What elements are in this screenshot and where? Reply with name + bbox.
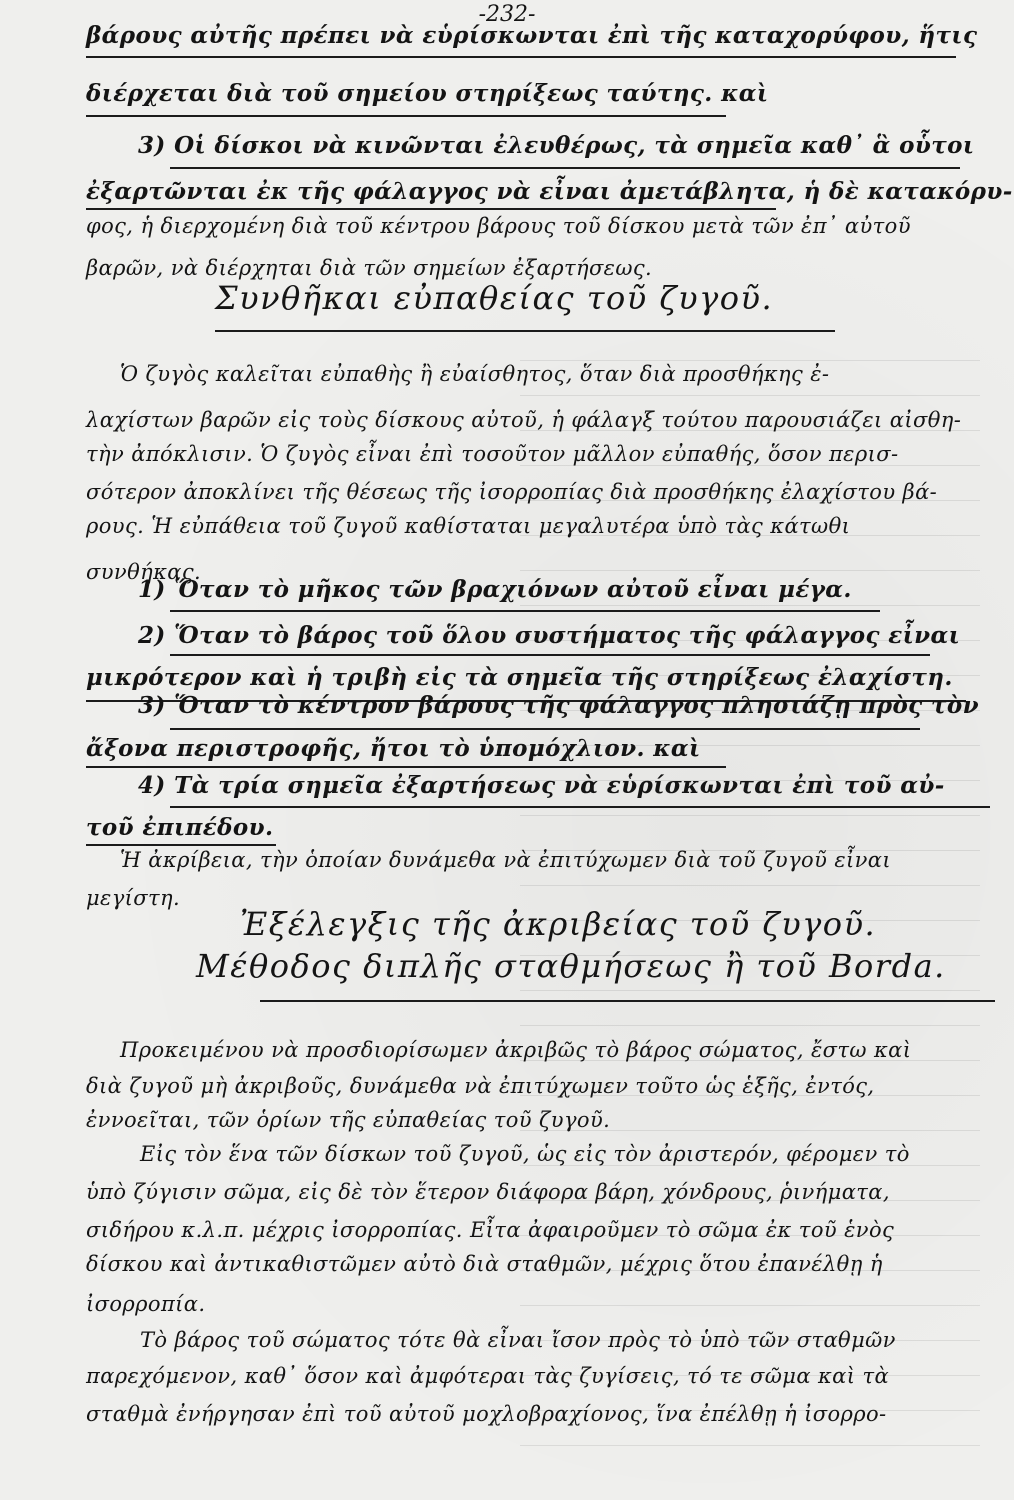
text-line: Τὸ βάρος τοῦ σώματος τότε θὰ εἶναι ἴσον πρὸς τὸ ὑπὸ τῶν σταθμῶν — [140, 1328, 896, 1352]
heading-underline — [215, 330, 835, 332]
text-line: Εἰς τὸν ἕνα τῶν δίσκων τοῦ ζυγοῦ, ὡς εἰς τὸν ἀριστερόν, φέρομεν τὸ — [140, 1142, 910, 1166]
text-line: ἄξονα περιστροφῆς, ἤτοι τὸ ὑπομόχλιον. καὶ — [86, 735, 701, 762]
text-line: λαχίστων βαρῶν εἰς τοὺς δίσκους αὐτοῦ, ἡ φάλαγξ τούτου παρουσιάζει αἰσθη- — [86, 408, 962, 432]
page-number: -232- — [478, 2, 536, 27]
underline-rule — [170, 654, 930, 656]
text-line: φος, ἡ διερχομένη διὰ τοῦ κέντρου βάρους τοῦ δίσκου μετὰ τῶν ἐπ᾽ αὐτοῦ — [86, 214, 911, 238]
text-line: ἐννοεῖται, τῶν ὁρίων τῆς εὐπαθείας τοῦ ζυγοῦ. — [86, 1108, 611, 1132]
underline-rule — [170, 610, 880, 612]
list-item-text: 3) Ὅταν τὸ κέντρον βάρους τῆς φάλαγγος πλησιάζῃ πρὸς τὸν — [138, 692, 979, 719]
list-item-text: 3) Οἱ δίσκοι νὰ κινῶνται ἐλευθέρως, τὰ σημεῖα καθ᾽ ἃ οὗτοι — [138, 132, 975, 159]
text-line: Προκειμένου νὰ προσδιορίσωμεν ἀκριβῶς τὸ βάρος σώματος, ἔστω καὶ — [120, 1038, 912, 1062]
text-line: διέρχεται διὰ τοῦ σημείου στηρίξεως ταύτης. καὶ — [86, 80, 769, 107]
list-item-text: 1) Ὅταν τὸ μῆκος τῶν βραχιόνων αὐτοῦ εἶναι μέγα. — [138, 576, 852, 603]
text-line: σιδήρου κ.λ.π. μέχρις ἰσορροπίας. Εἶτα ἀφαιροῦμεν τὸ σῶμα ἐκ τοῦ ἑνὸς — [86, 1218, 895, 1242]
underline-rule — [170, 167, 960, 169]
text-line: δίσκου καὶ ἀντικαθιστῶμεν αὐτὸ διὰ σταθμῶν, μέχρις ὅτου ἐπανέλθῃ ἡ — [86, 1252, 883, 1276]
list-item-text: 4) Τὰ τρία σημεῖα ἐξαρτήσεως νὰ εὑρίσκωνται ἐπὶ τοῦ αὐ- — [138, 772, 945, 799]
text-line: ἰσορροπία. — [86, 1292, 206, 1316]
text-line: Ὁ ζυγὸς καλεῖται εὐπαθὴς ἢ εὐαίσθητος, ὅταν διὰ προσθήκης ἐ- — [120, 362, 830, 386]
text-line: Ἡ ἀκρίβεια, τὴν ὁποίαν δυνάμεθα νὰ ἐπιτύχωμεν διὰ τοῦ ζυγοῦ εἶναι — [120, 848, 891, 872]
section-heading: Συνθῆκαι εὐπαθείας τοῦ ζυγοῦ. — [215, 279, 774, 317]
text-line: τὴν ἀπόκλισιν. Ὁ ζυγὸς εἶναι ἐπὶ τοσοῦτον μᾶλλον εὐπαθής, ὅσον περισ- — [86, 442, 899, 466]
text-line: μικρότερον καὶ ἡ τριβὴ εἰς τὰ σημεῖα τῆς στηρίξεως ἐλαχίστη. — [86, 664, 953, 691]
underline-rule — [170, 806, 990, 808]
underline-rule — [86, 115, 726, 117]
text-line: βαρῶν, νὰ διέρχηται διὰ τῶν σημείων ἐξαρτήσεως. — [86, 256, 653, 280]
text-line: σταθμὰ ἐνήργησαν ἐπὶ τοῦ αὐτοῦ μοχλοβραχίονος, ἵνα ἐπέλθῃ ἡ ἰσορρο- — [86, 1402, 887, 1426]
text-line: ρους. Ἡ εὐπάθεια τοῦ ζυγοῦ καθίσταται μεγαλυτέρα ὑπὸ τὰς κάτωθι — [86, 514, 851, 538]
list-item-text: 2) Ὅταν τὸ βάρος τοῦ ὅλου συστήματος τῆς φάλαγγος εἶναι — [138, 622, 961, 649]
section-heading: Ἐξέλεγξις τῆς ἀκριβείας τοῦ ζυγοῦ. — [240, 905, 877, 943]
text-line: βάρους αὐτῆς πρέπει νὰ εὑρίσκωνται ἐπὶ τῆς καταχορύφου, ἥτις — [86, 22, 978, 49]
underline-rule — [86, 766, 726, 768]
underline-rule — [86, 56, 956, 58]
text-line: τοῦ ἐπιπέδου. — [86, 814, 274, 841]
text-line: μεγίστη. — [86, 886, 181, 910]
text-line: παρεχόμενον, καθ᾽ ὅσον καὶ ἀμφότεραι τὰς ζυγίσεις, τό τε σῶμα καὶ τὰ — [86, 1364, 890, 1388]
text-line: συνθήκας. — [86, 560, 202, 584]
section-heading: Μέθοδος διπλῆς σταθμήσεως ἢ τοῦ Borda. — [196, 947, 946, 985]
text-line: ὑπὸ ζύγισιν σῶμα, εἰς δὲ τὸν ἕτερον διάφορα βάρη, χόνδρους, ῥινήματα, — [86, 1180, 890, 1204]
text-line: σότερον ἀποκλίνει τῆς θέσεως τῆς ἰσορροπίας διὰ προσθήκης ἐλαχίστου βά- — [86, 480, 938, 504]
underline-rule — [170, 728, 920, 730]
text-line: διὰ ζυγοῦ μὴ ἀκριβοῦς, δυνάμεθα νὰ ἐπιτύχωμεν τοῦτο ὡς ἑξῆς, ἐντός, — [86, 1074, 875, 1098]
underline-rule — [86, 208, 776, 210]
heading-underline — [260, 1000, 995, 1002]
text-line: ἐξαρτῶνται ἐκ τῆς φάλαγγος νὰ εἶναι ἀμετάβλητα, ἡ δὲ κατακόρυ- — [86, 178, 1013, 205]
